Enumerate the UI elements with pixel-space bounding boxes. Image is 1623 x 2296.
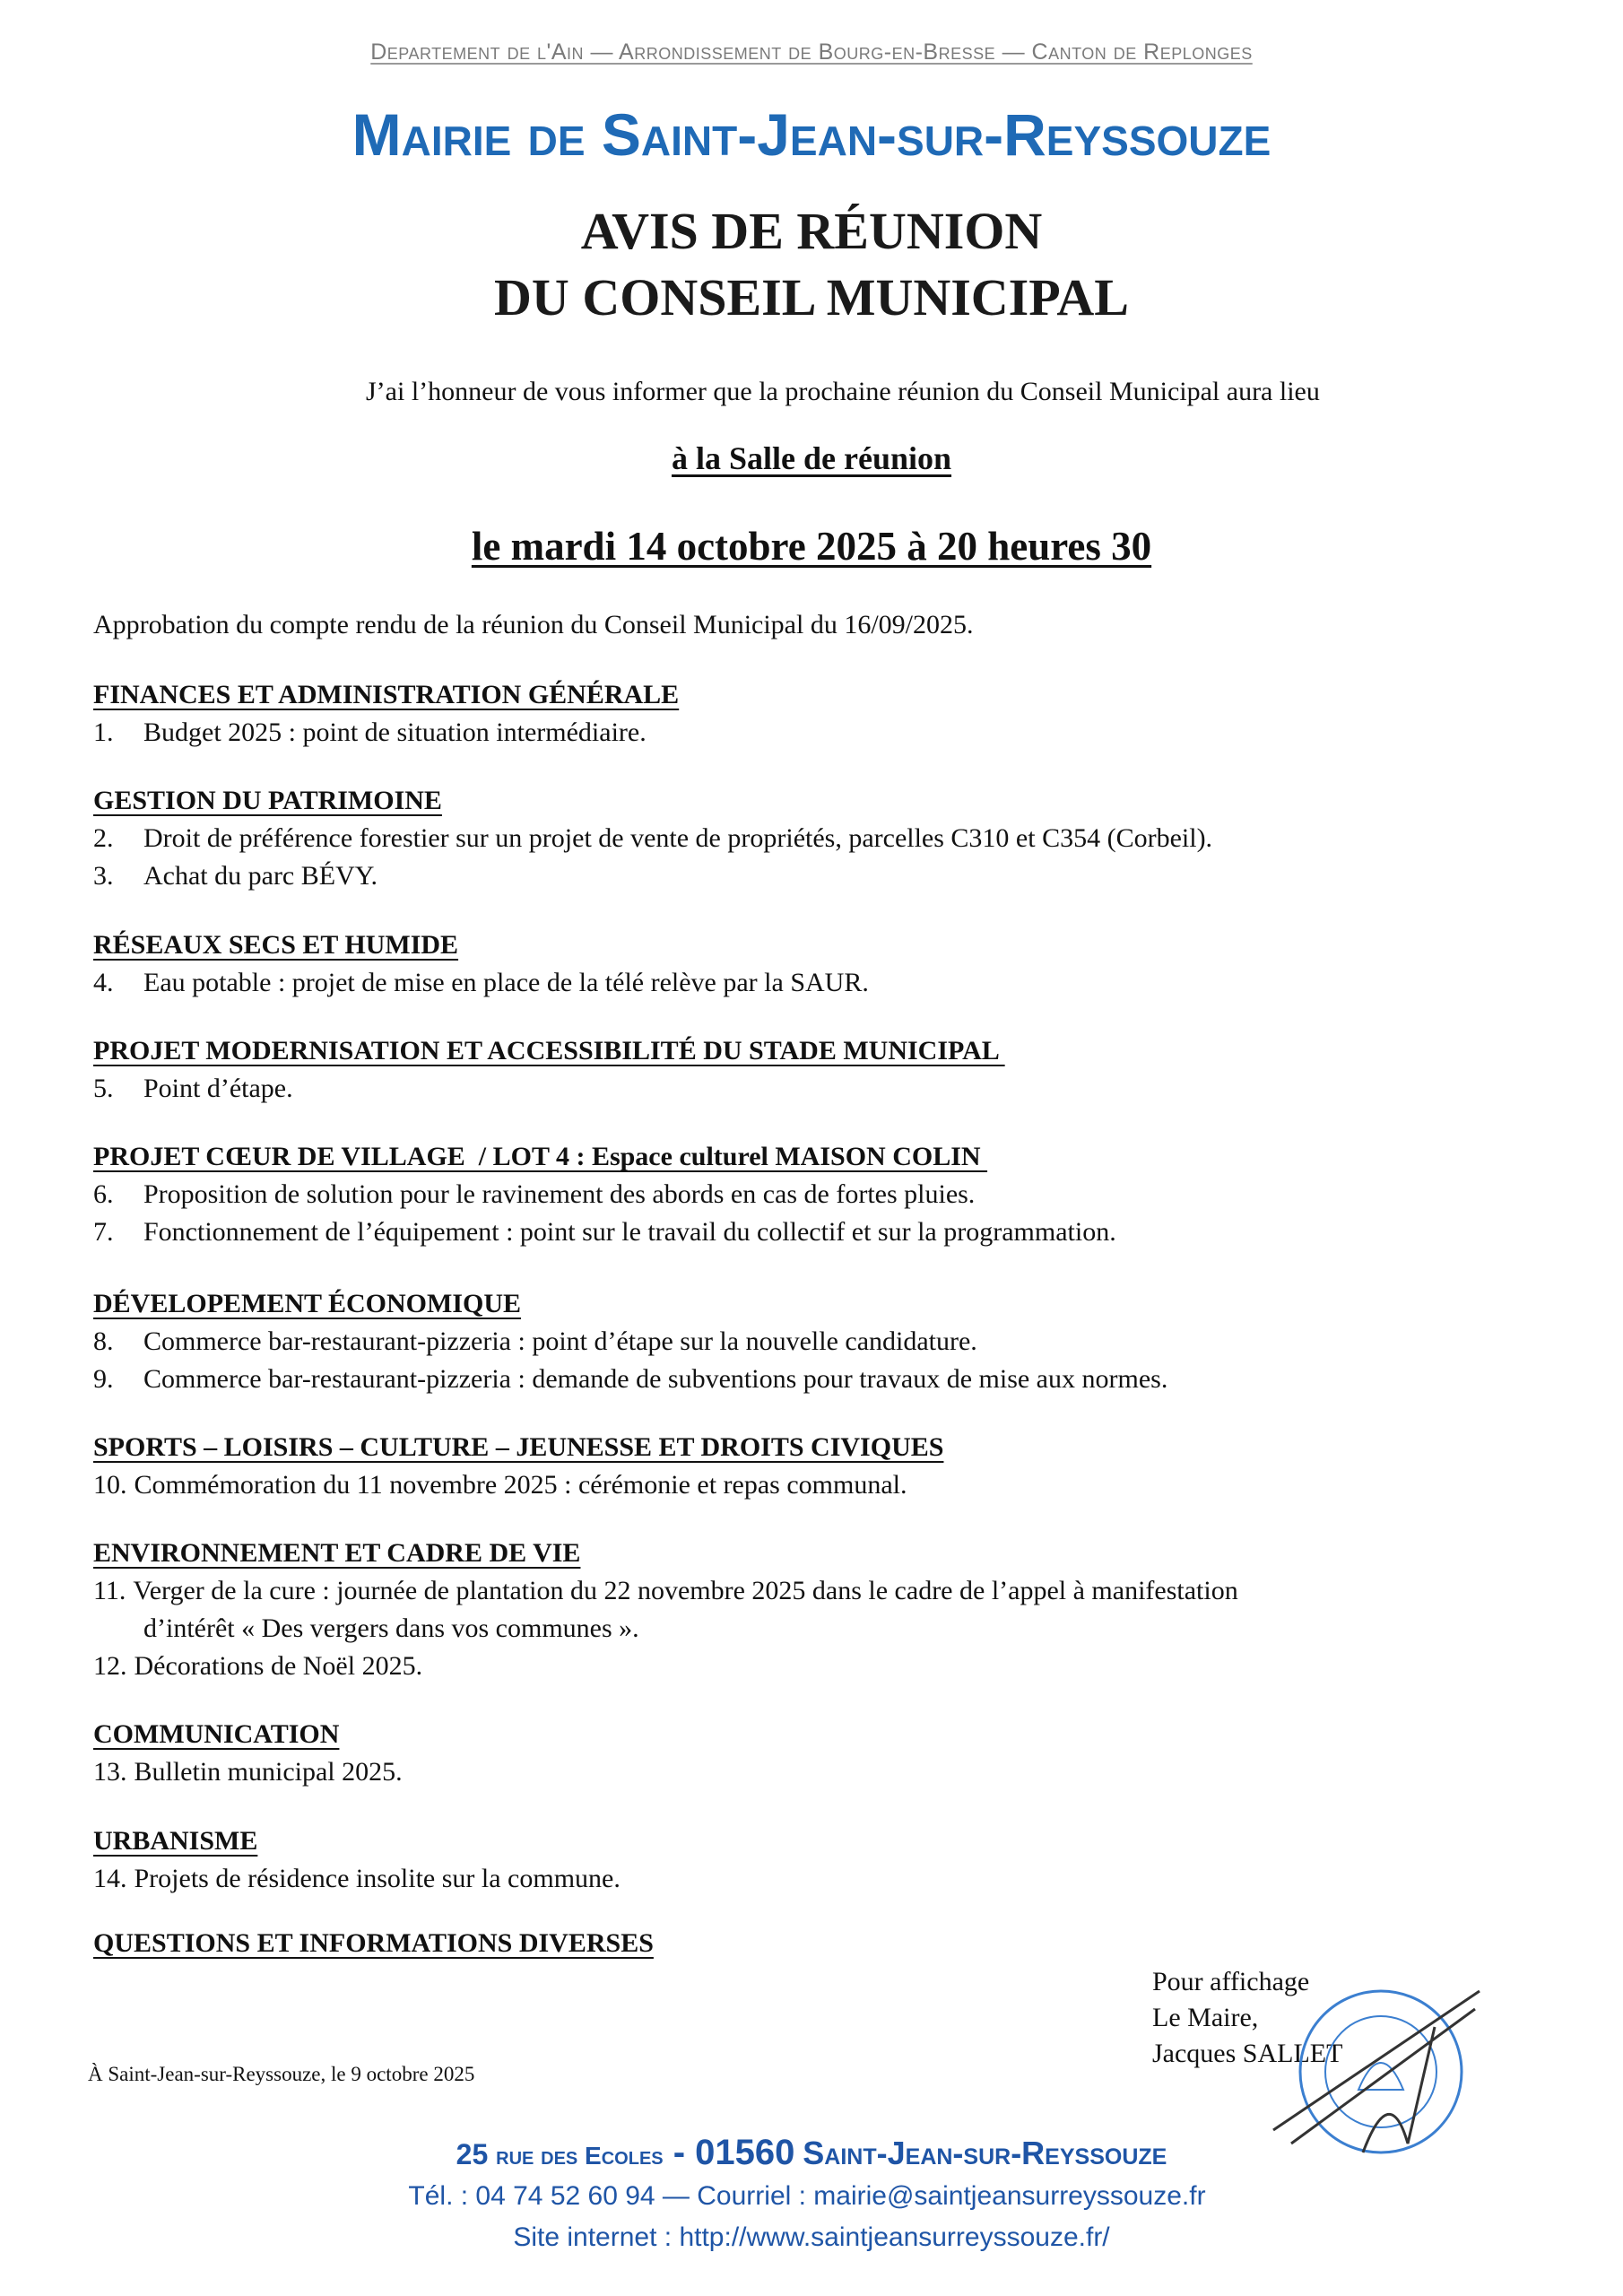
agenda-item-text: Budget 2025 : point de situation intermédiaire. — [143, 718, 647, 747]
section-title: URBANISME — [93, 1826, 258, 1856]
signature-line1: Pour affichage — [1152, 1967, 1310, 1996]
section-title: QUESTIONS ET INFORMATIONS DIVERSES — [93, 1928, 654, 1958]
agenda-item — [93, 1074, 1564, 1104]
agenda-item — [93, 1576, 1564, 1606]
agenda-item — [93, 823, 1564, 854]
agenda-item-text: Verger de la cure : journée de plantation du 22 novembre 2025 dans le cadre de l’appel à manifestation — [133, 1576, 1238, 1605]
agenda-item-number: 1. — [93, 718, 114, 747]
notice-title-line2: DU CONSEIL MUNICIPAL — [494, 268, 1129, 326]
agenda-item — [93, 718, 1564, 748]
agenda-item-text: Commerce bar-restaurant-pizzeria : demande de subventions pour travaux de mise aux normes. — [143, 1364, 1168, 1394]
signature-line2: Le Maire, — [1152, 2003, 1259, 2032]
agenda-item-number: 7. — [93, 1217, 114, 1247]
agenda-item-text: Droit de préférence forestier sur un projet de vente de propriétés, parcelles C310 et C354 (Corbeil). — [143, 823, 1213, 853]
agenda-item-text: Proposition de solution pour le ravinement des abords en cas de fortes pluies. — [143, 1179, 976, 1209]
section-title: PROJET CŒUR DE VILLAGE / LOT 4 : Espace culturel MAISON COLIN — [93, 1142, 988, 1171]
section-title: PROJET MODERNISATION ET ACCESSIBILITÉ DU STADE MUNICIPAL — [93, 1036, 1005, 1065]
section-title: FINANCES ET ADMINISTRATION GÉNÉRALE — [93, 680, 680, 709]
agenda-item — [93, 1864, 1564, 1894]
agenda-item — [93, 1757, 1564, 1787]
agenda-item-number: 10. — [93, 1470, 127, 1500]
footer-street: rue des Ecoles — [496, 2142, 664, 2170]
agenda-item-text: Commémoration du 11 novembre 2025 : cérémonie et repas communal. — [134, 1470, 907, 1500]
section-title: ENVIRONNEMENT ET CADRE DE VIE — [93, 1538, 581, 1568]
meeting-location: à la Salle de réunion — [671, 440, 952, 476]
meeting-date: le mardi 14 octobre 2025 à 20 heures 30 — [471, 524, 1152, 569]
agenda-item-number: 3. — [93, 861, 114, 891]
agenda-item-number: 14. — [93, 1864, 127, 1893]
footer-address — [0, 2133, 1623, 2173]
agenda-item — [93, 968, 1564, 998]
agenda-item-number: 5. — [93, 1074, 114, 1103]
agenda-item — [93, 1651, 1564, 1682]
section-title: GESTION DU PATRIMOINE — [93, 786, 442, 815]
agenda-item-text: Bulletin municipal 2025. — [134, 1757, 403, 1787]
approbation-text: Approbation du compte rendu de la réunion du Conseil Municipal du 16/09/2025. — [93, 610, 974, 639]
agenda-item — [93, 1364, 1564, 1395]
agenda-item-text: Décorations de Noël 2025. — [134, 1651, 423, 1681]
intro-text: J’ai l’honneur de vous informer que la prochaine réunion du Conseil Municipal aura lieu — [366, 377, 1320, 406]
agenda-item — [93, 861, 1564, 891]
department-line: Departement de l'Ain — Arrondissement de Bourg-en-Bresse — Canton de Replonges — [370, 39, 1253, 65]
agenda-item-text: Point d’étape. — [143, 1074, 293, 1103]
section-title: COMMUNICATION — [93, 1719, 340, 1749]
section-title: DÉVELOPEMENT ÉCONOMIQUE — [93, 1289, 521, 1318]
agenda-item — [93, 1179, 1564, 1210]
agenda-item — [93, 1470, 1564, 1500]
agenda-item — [93, 1326, 1564, 1357]
agenda-item — [93, 1217, 1564, 1248]
mairie-title: Mairie de Saint-Jean-sur-Reyssouze — [352, 101, 1271, 168]
footer-city: Saint-Jean-sur-Reyssouze — [803, 2135, 1167, 2171]
signature-scribble — [1273, 1991, 1480, 2152]
place-date: À Saint-Jean-sur-Reyssouze, le 9 octobre 2025 — [88, 2063, 475, 2085]
footer-street-number: 25 — [456, 2138, 489, 2170]
agenda-item-text: Fonctionnement de l’équipement : point sur le travail du collectif et sur la programmation. — [143, 1217, 1116, 1247]
agenda-item-continuation: d’intérêt « Des vergers dans vos communes ». — [143, 1613, 639, 1643]
agenda-item-text: Commerce bar-restaurant-pizzeria : point d’étape sur la nouvelle candidature. — [143, 1326, 977, 1356]
agenda-item-text: Projets de résidence insolite sur la commune. — [134, 1864, 621, 1893]
agenda-item-number: 8. — [93, 1326, 114, 1356]
footer-dash: - — [663, 2133, 696, 2172]
agenda-item-text: Achat du parc BÉVY. — [143, 861, 378, 891]
section-title: SPORTS – LOISIRS – CULTURE – JEUNESSE ET DROITS CIVIQUES — [93, 1432, 944, 1462]
section-title: RÉSEAUX SECS ET HUMIDE — [93, 930, 459, 960]
agenda-item-number: 11. — [93, 1576, 126, 1605]
footer-contact: Tél. : 04 74 52 60 94 — Courriel : mairie@saintjeansurreyssouze.fr — [408, 2181, 1206, 2211]
agenda-item-number: 13. — [93, 1757, 127, 1787]
signature-name: Jacques SALLET — [1152, 2039, 1343, 2068]
footer-postcode: 01560 — [695, 2133, 795, 2172]
agenda-item-number: 12. — [93, 1651, 127, 1681]
agenda-item-text: Eau potable : projet de mise en place de la télé relève par la SAUR. — [143, 968, 869, 997]
footer-website: Site internet : http://www.saintjeansurreyssouze.fr/ — [513, 2222, 1110, 2252]
agenda-item-number: 4. — [93, 968, 114, 997]
agenda-item-number: 9. — [93, 1364, 114, 1394]
notice-title-line1: AVIS DE RÉUNION — [580, 202, 1043, 260]
agenda-item-number: 2. — [93, 823, 114, 853]
agenda-item-number: 6. — [93, 1179, 114, 1209]
